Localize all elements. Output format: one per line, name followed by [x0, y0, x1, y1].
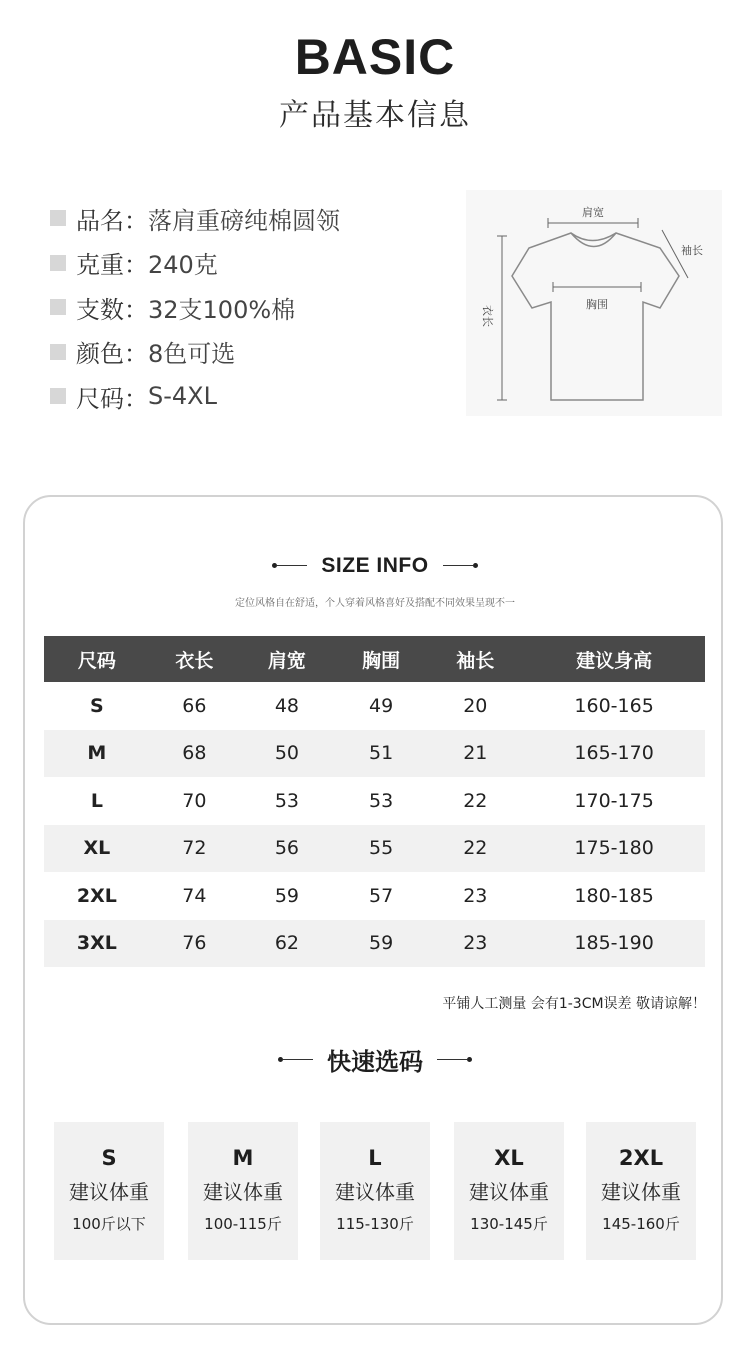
- info-row-weight: [50, 241, 340, 286]
- quick-size-card-2xl: [586, 1122, 696, 1260]
- chest-label: 胸围: [586, 298, 608, 311]
- quick-label: 建议体重: [335, 1180, 415, 1204]
- table-cell: 170-175: [574, 789, 654, 812]
- table-row: [44, 825, 705, 873]
- info-label: 支数：: [76, 295, 148, 324]
- table-cell: 22: [427, 825, 523, 873]
- table-cell: 3XL: [44, 920, 150, 968]
- table-cell: 76: [150, 920, 239, 968]
- divider: [437, 1059, 467, 1061]
- table-cell: 160-165: [574, 694, 654, 717]
- info-label: 克重：: [76, 251, 148, 280]
- table-cell: 49: [369, 694, 394, 717]
- info-row-name: [50, 196, 340, 241]
- info-row-size: [50, 374, 340, 419]
- info-value: 8色可选: [148, 340, 236, 369]
- table-cell: 74: [182, 884, 207, 907]
- divider: [443, 565, 473, 567]
- quick-label: 建议体重: [469, 1180, 549, 1204]
- quick-size-card-m: [188, 1122, 298, 1260]
- size-info-title: SIZE INFO: [321, 553, 429, 577]
- table-cell: 57: [369, 884, 394, 907]
- tshirt-outline-icon: [466, 190, 722, 416]
- table-cell: M: [44, 730, 150, 778]
- col-header: 尺码: [44, 636, 150, 682]
- quick-size: L: [368, 1146, 382, 1170]
- info-value: 240克: [148, 251, 218, 280]
- dot-icon: [467, 1057, 472, 1062]
- page-title: BASIC: [294, 29, 456, 85]
- table-cell: 70: [182, 789, 207, 812]
- quick-range: 115-130斤: [336, 1215, 414, 1233]
- table-cell: 59: [335, 920, 428, 968]
- quick-select-heading: [0, 1042, 750, 1077]
- sleeve-label: 袖长: [681, 244, 703, 257]
- quick-range: 100-115斤: [204, 1215, 282, 1233]
- divider: [283, 1059, 313, 1061]
- table-cell: 53: [274, 789, 299, 812]
- shoulder-label: 肩宽: [582, 206, 604, 219]
- col-header: 袖长: [427, 636, 523, 682]
- quick-size: M: [232, 1146, 254, 1170]
- size-table: [44, 636, 705, 967]
- table-cell: 48: [274, 694, 299, 717]
- table-cell: 185-190: [523, 920, 705, 968]
- page-subtitle: 产品基本信息: [279, 98, 471, 133]
- divider: [277, 565, 307, 567]
- table-cell: 20: [463, 694, 488, 717]
- col-header: 衣长: [150, 636, 239, 682]
- info-label: 品名：: [76, 206, 148, 235]
- col-header: 胸围: [335, 636, 428, 682]
- table-cell: 62: [239, 920, 335, 968]
- quick-size-card-xl: [454, 1122, 564, 1260]
- quick-range: 145-160斤: [602, 1215, 680, 1233]
- size-info-note: 定位风格自在舒适，个人穿着风格喜好及搭配不同效果呈现不一: [235, 598, 515, 609]
- table-cell: 66: [182, 694, 207, 717]
- quick-size: S: [101, 1146, 117, 1170]
- info-row-color: [50, 330, 340, 375]
- square-bullet-icon: [50, 299, 66, 315]
- col-header: 肩宽: [239, 636, 335, 682]
- quick-range: 100斤以下: [72, 1215, 146, 1233]
- table-cell: 23: [427, 920, 523, 968]
- measure-note: 平铺人工测量 会有1-3CM误差 敬请谅解！: [442, 996, 706, 1012]
- tshirt-measurement-diagram: [466, 190, 722, 416]
- quick-label: 建议体重: [203, 1180, 283, 1204]
- table-cell: 56: [239, 825, 335, 873]
- quick-size: XL: [494, 1146, 524, 1170]
- info-value: 32支100%棉: [148, 295, 296, 324]
- table-cell: 22: [463, 789, 488, 812]
- table-cell: 59: [274, 884, 299, 907]
- square-bullet-icon: [50, 344, 66, 360]
- table-cell: 180-185: [574, 884, 654, 907]
- table-row: [44, 920, 705, 968]
- square-bullet-icon: [50, 388, 66, 404]
- col-header: 建议身高: [523, 636, 705, 682]
- info-label: 尺码：: [76, 384, 148, 413]
- length-label: 衣长: [481, 305, 494, 327]
- square-bullet-icon: [50, 255, 66, 271]
- table-row: [44, 682, 705, 730]
- quick-select-title: 快速选码: [327, 1048, 423, 1076]
- size-info-heading: [0, 553, 750, 578]
- table-cell: 68: [150, 730, 239, 778]
- table-cell: 21: [427, 730, 523, 778]
- table-cell: 53: [369, 789, 394, 812]
- table-cell: 2XL: [76, 884, 117, 907]
- info-row-yarn: [50, 285, 340, 330]
- table-header-row: [44, 636, 705, 682]
- quick-label: 建议体重: [601, 1180, 681, 1204]
- table-row: [44, 730, 705, 778]
- info-value: 落肩重磅纯棉圆领: [148, 206, 340, 235]
- quick-size-card-l: [320, 1122, 430, 1260]
- square-bullet-icon: [50, 210, 66, 226]
- info-label: 颜色：: [76, 340, 148, 369]
- quick-size: 2XL: [618, 1146, 664, 1170]
- dot-icon: [473, 563, 478, 568]
- quick-size-card-s: [54, 1122, 164, 1260]
- table-cell: S: [90, 694, 104, 717]
- table-cell: 165-170: [523, 730, 705, 778]
- table-cell: 23: [463, 884, 488, 907]
- table-cell: L: [90, 789, 103, 812]
- info-value: S-4XL: [148, 382, 217, 411]
- quick-range: 130-145斤: [470, 1215, 548, 1233]
- table-cell: 51: [335, 730, 428, 778]
- table-cell: 175-180: [523, 825, 705, 873]
- product-info-list: [50, 196, 340, 419]
- table-row: [44, 872, 705, 920]
- table-cell: 72: [150, 825, 239, 873]
- table-cell: 55: [335, 825, 428, 873]
- table-cell: 50: [239, 730, 335, 778]
- table-row: [44, 777, 705, 825]
- table-cell: XL: [44, 825, 150, 873]
- quick-label: 建议体重: [69, 1180, 149, 1204]
